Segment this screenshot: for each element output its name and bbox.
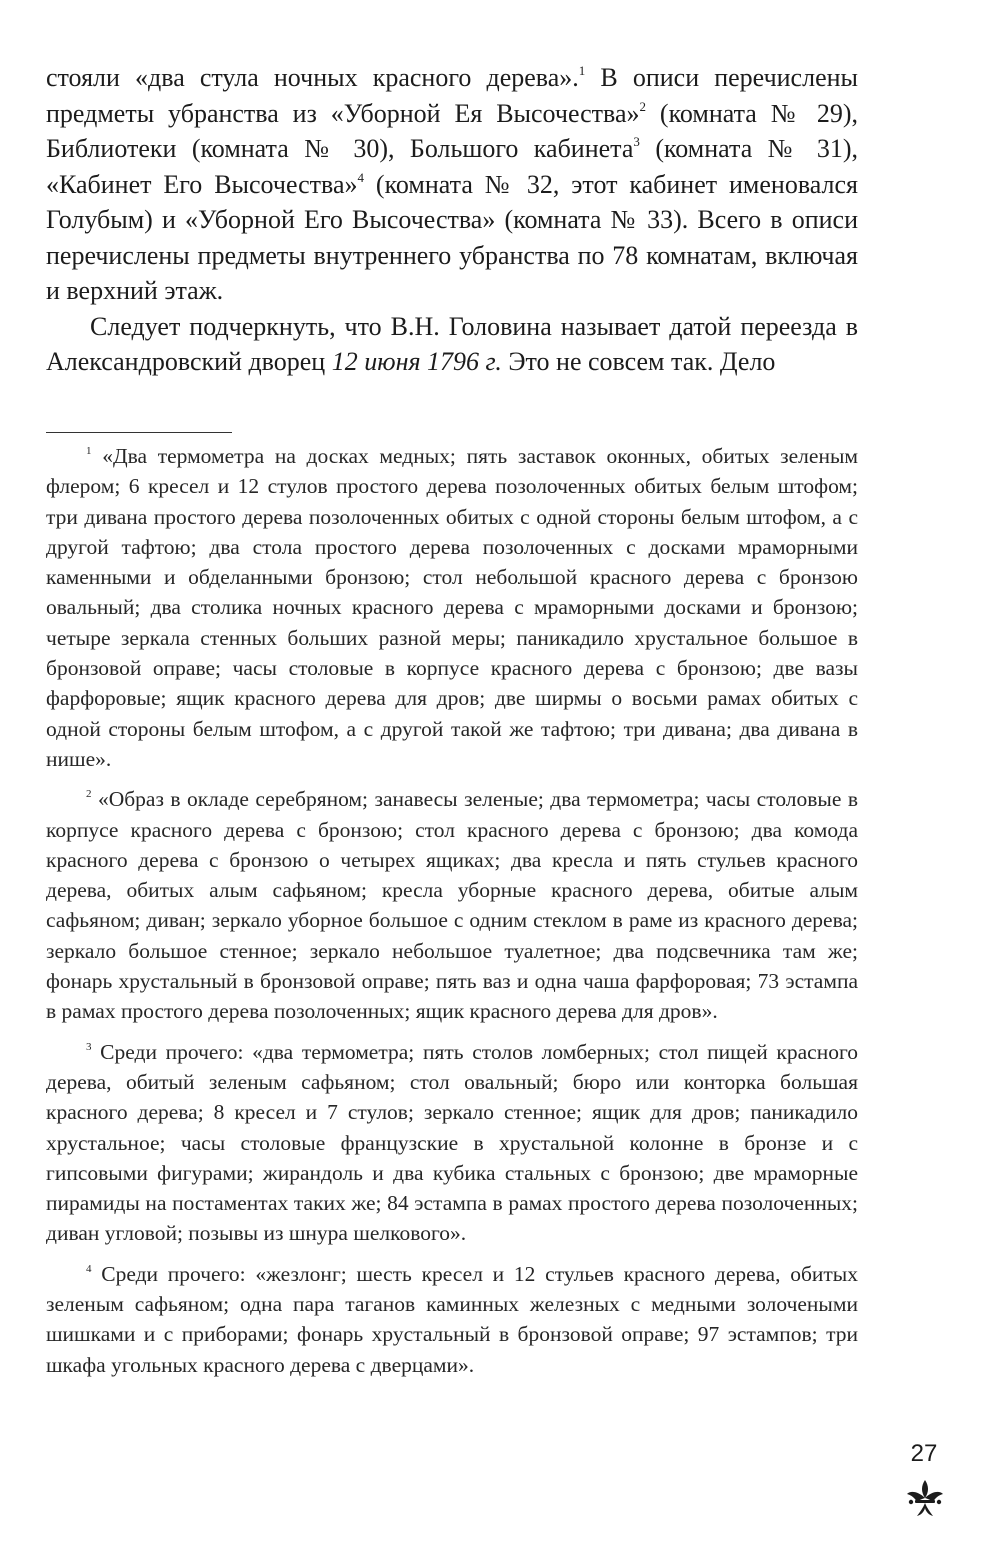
footnote-divider	[46, 432, 232, 433]
footnote-ref-1[interactable]: 1	[578, 63, 586, 78]
text-run: стояли «два стула ночных красного дерева».	[46, 63, 579, 92]
footnote-text: Среди прочего: «жезлонг; шесть кресел и 12 стульев красного дерева, обитых зеленым сафьяном; одна пара таганов каминных железных с медными золочеными шишками и с приборами; фонарь хрустальный в бронзовой оправе; 97 эстампов; три шкафа угольных красного дерева с дверцами».	[46, 1261, 859, 1377]
text-run: (комната № 29), Библиотеки (комната № 30), Большого кабинета	[46, 98, 858, 163]
footnote-mark: 1	[86, 445, 92, 457]
text-run: Следует подчеркнуть, что В.Н. Головина называет датой переезда в Александровский дворец	[46, 311, 858, 376]
footnote-4	[46, 1259, 858, 1380]
footnote-1	[46, 441, 858, 774]
footnote-3	[46, 1037, 858, 1249]
page-number: 27	[910, 1440, 938, 1467]
footnotes	[46, 441, 858, 1390]
footnote-mark: 2	[86, 788, 92, 801]
footnote-mark: 4	[86, 1262, 92, 1275]
footnote-ref-3[interactable]: 3	[633, 134, 640, 149]
text-run: (комната № 31), «Кабинет Его Высочества»	[46, 134, 858, 199]
footnote-ref-4[interactable]: 4	[357, 169, 365, 185]
footnote-mark: 3	[86, 1040, 92, 1053]
paragraph-2	[46, 309, 858, 380]
fleur-ornament-icon	[905, 1478, 945, 1518]
footnote-text: «Два термометра на досках медных; пять заставок оконных, обитых зеленым флером; 6 кресел и 12 стулов простого дерева позолоченных обитых белым штофом; три дивана простого дерева позолоченных обитых с одной стороны белым штофом, а с другой тафтою; два стола простого дерева позолоченных с досками мраморными каменными и обделанными бронзою; стол небольшой красного дерева с бронзою овальный; два столика ночных красного дерева с мраморными досками и бронзою; четыре зеркала стенных больших разной меры; паникадило хрустальное большое в бронзовой оправе; часы столовые в корпусе красного дерева с бронзою; две вазы фарфоровые; ящик красного дерева для дров; две ширмы о восьми рамах обитых с одной стороны белым штофом, а с другой такой же тафтою; три дивана; два дивана в нише».	[46, 444, 859, 771]
footnote-ref-2[interactable]: 2	[639, 98, 647, 114]
italic-date: 12 июня 1796 г.	[331, 347, 502, 376]
text-run: Это не совсем так. Дело	[501, 347, 776, 376]
footnote-text: «Образ в окладе серебряном; занавесы зеленые; два термометра; часы столовые в корпусе красного дерева с бронзою; стол красного дерева с бронзою; два комода красного дерева с бронзою о четырех ящиках; два кресла и пять стульев красного дерева, обитых алым сафьяном; кресла уборные красного дерева, обитые алым сафьяном; диван; зеркало уборное большое с одним стеклом в раме из красного дерева; зеркало большое стенное; зеркало небольшое туалетное; два подсвечника там же; фонарь хрустальный в бронзовой оправе; пять ваз и одна чаша фарфоровая; 73 эстампа в рамах простого дерева позолоченных; ящик красного дерева для дров».	[46, 787, 859, 1024]
text-run: В описи перечислены предметы убранства из «Уборной Ея Высочества»	[46, 63, 858, 128]
paragraph-1	[46, 60, 858, 309]
footnote-2	[46, 784, 858, 1026]
body-text	[46, 60, 858, 380]
text-run: (комната № 32, этот кабинет именовался Голубым) и «Уборной Его Высочества» (комната № 33). Всего в описи перечислены предметы внутреннего убранства по 78 комнатам, включая и верхний этаж.	[46, 169, 859, 305]
footnote-text: Среди прочего: «два термометра; пять столов ломберных; стол пищей красного дерева, обитый зеленым сафьяном; стол овальный; бюро или конторка большая красного дерева; 8 кресел и 7 стулов; зеркало стенное; ящик для дров; паникадило хрустальное; часы столовые французские в хрустальной колонне в бронзе и с гипсовыми фигурами; жирандоль и два кубика стальных с бронзою; две мраморные пирамиды на постаментах таких же; 84 эстампа в рамах простого дерева позолоченных; диван угловой; позывы из шнура шелкового».	[46, 1039, 858, 1246]
